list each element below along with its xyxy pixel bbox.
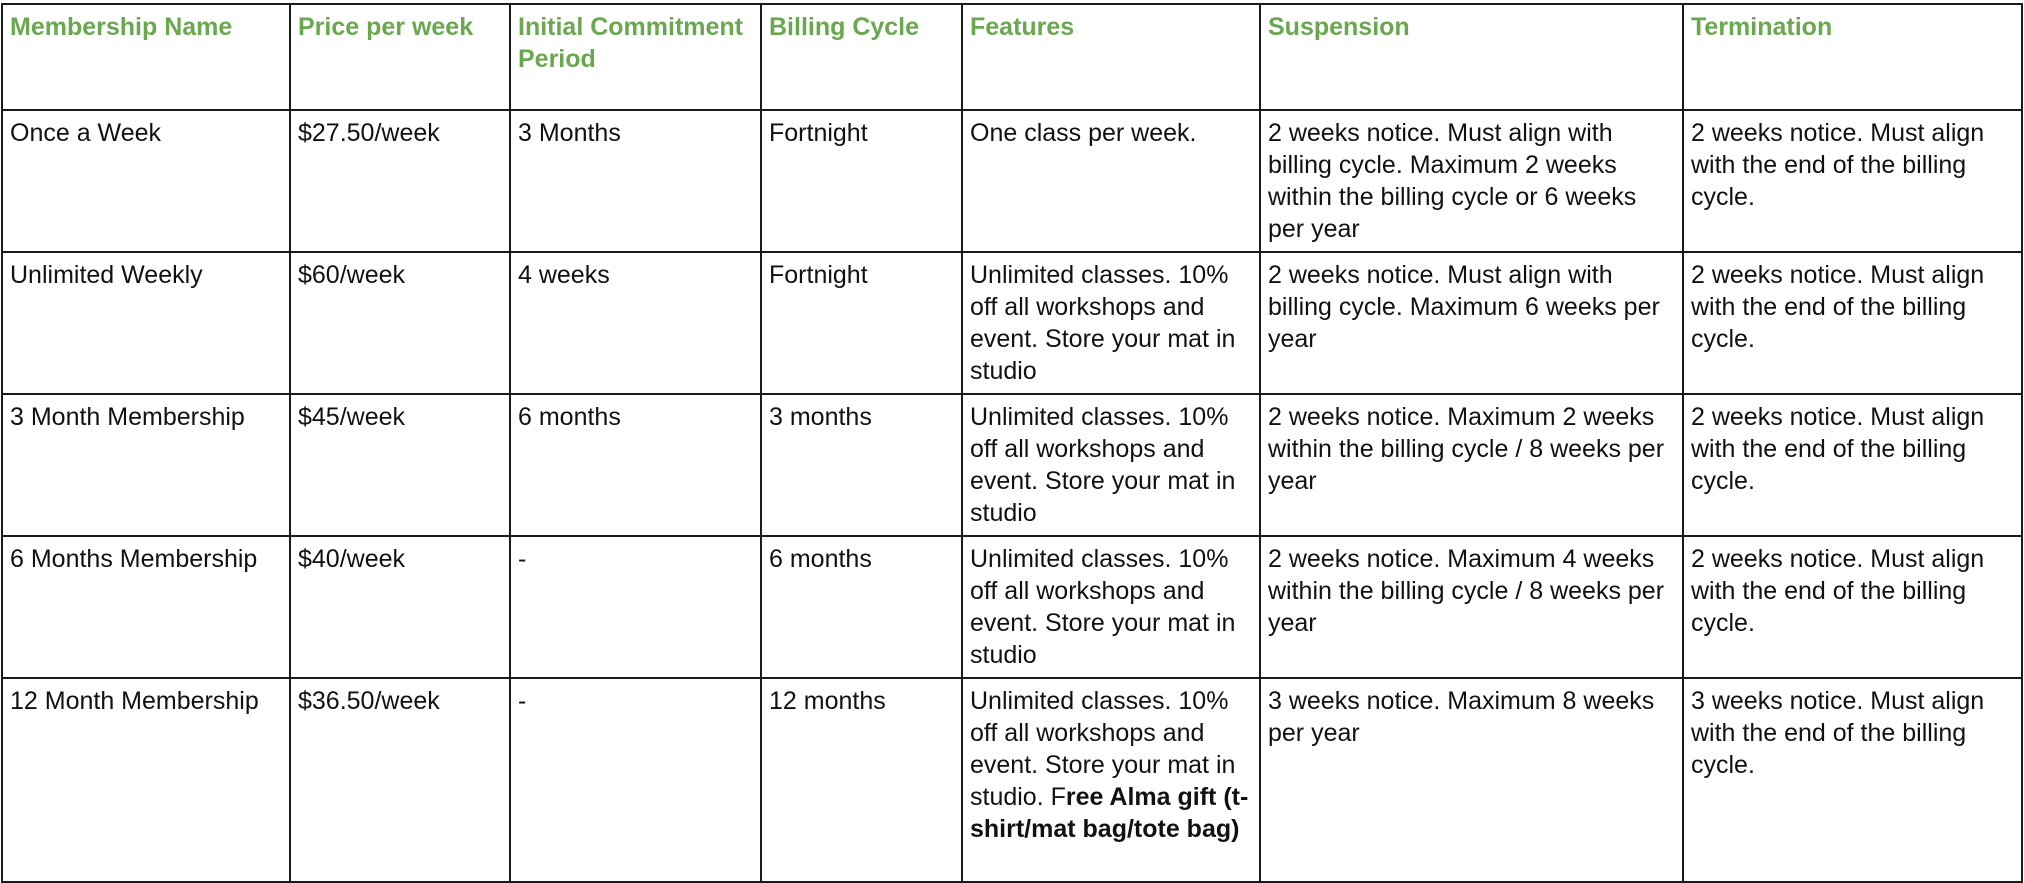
cell-suspension: 2 weeks notice. Must align with billing cycle. Maximum 6 weeks per year	[1260, 252, 1683, 394]
cell-billing-cycle: 6 months	[761, 536, 962, 678]
table-row	[2, 678, 2022, 882]
cell-price: $45/week	[290, 394, 510, 536]
cell-membership-name: Once a Week	[2, 110, 290, 252]
table-row	[2, 252, 2022, 394]
cell-suspension: 2 weeks notice. Must align with billing cycle. Maximum 2 weeks within the billing cycle or 6 weeks per year	[1260, 110, 1683, 252]
features-text: Unlimited classes. 10% off all workshops and event. Store your mat in studio	[970, 545, 1236, 669]
cell-price: $60/week	[290, 252, 510, 394]
cell-commitment: 6 months	[510, 394, 761, 536]
cell-termination: 3 weeks notice. Must align with the end of the billing cycle.	[1683, 678, 2022, 882]
table-row	[2, 110, 2022, 252]
cell-features	[962, 110, 1260, 252]
cell-billing-cycle: Fortnight	[761, 110, 962, 252]
cell-termination: 2 weeks notice. Must align with the end of the billing cycle.	[1683, 536, 2022, 678]
cell-termination: 2 weeks notice. Must align with the end of the billing cycle.	[1683, 110, 2022, 252]
features-text: One class per week.	[970, 119, 1197, 147]
cell-billing-cycle: 12 months	[761, 678, 962, 882]
cell-commitment: 3 Months	[510, 110, 761, 252]
header-row	[2, 4, 2022, 110]
membership-table	[1, 3, 2023, 883]
cell-termination: 2 weeks notice. Must align with the end of the billing cycle.	[1683, 252, 2022, 394]
cell-suspension: 2 weeks notice. Maximum 4 weeks within the billing cycle / 8 weeks per year	[1260, 536, 1683, 678]
features-text: Unlimited classes. 10% off all workshops and event. Store your mat in studio	[970, 403, 1236, 527]
cell-features	[962, 536, 1260, 678]
cell-price: $27.50/week	[290, 110, 510, 252]
cell-billing-cycle: Fortnight	[761, 252, 962, 394]
cell-commitment: -	[510, 678, 761, 882]
cell-features	[962, 678, 1260, 882]
cell-membership-name: 3 Month Membership	[2, 394, 290, 536]
cell-suspension: 2 weeks notice. Maximum 2 weeks within the billing cycle / 8 weeks per year	[1260, 394, 1683, 536]
cell-price: $36.50/week	[290, 678, 510, 882]
cell-suspension: 3 weeks notice. Maximum 8 weeks per year	[1260, 678, 1683, 882]
header-price-per-week: Price per week	[290, 4, 510, 110]
cell-features	[962, 252, 1260, 394]
table-row	[2, 394, 2022, 536]
cell-billing-cycle: 3 months	[761, 394, 962, 536]
features-text: Unlimited classes. 10% off all workshops and event. Store your mat in studio	[970, 261, 1236, 385]
cell-termination: 2 weeks notice. Must align with the end of the billing cycle.	[1683, 394, 2022, 536]
header-billing-cycle: Billing Cycle	[761, 4, 962, 110]
header-features: Features	[962, 4, 1260, 110]
cell-membership-name: Unlimited Weekly	[2, 252, 290, 394]
cell-membership-name: 12 Month Membership	[2, 678, 290, 882]
header-suspension: Suspension	[1260, 4, 1683, 110]
cell-price: $40/week	[290, 536, 510, 678]
cell-membership-name: 6 Months Membership	[2, 536, 290, 678]
header-termination: Termination	[1683, 4, 2022, 110]
features-bold-text: ree Alma gift (t-shirt/mat bag/tote bag)	[970, 783, 1249, 843]
features-text: Unlimited classes. 10% off all workshops and event. Store your mat in studio. F	[970, 687, 1236, 811]
table-row	[2, 536, 2022, 678]
cell-commitment: -	[510, 536, 761, 678]
header-initial-commitment-period: Initial Commitment Period	[510, 4, 761, 110]
header-membership-name: Membership Name	[2, 4, 290, 110]
cell-features	[962, 394, 1260, 536]
cell-commitment: 4 weeks	[510, 252, 761, 394]
